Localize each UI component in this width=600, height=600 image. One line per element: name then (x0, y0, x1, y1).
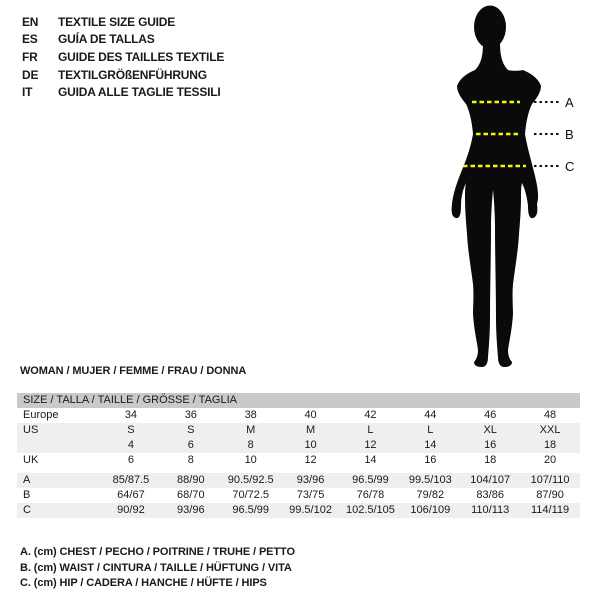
language-row-es (22, 31, 224, 49)
language-title: TEXTILE SIZE GUIDE (58, 14, 176, 29)
table-cell: XXL (539, 424, 561, 436)
table-cell: 10 (244, 454, 257, 466)
table-cell: 114/119 (530, 504, 570, 516)
language-code: EN (22, 14, 39, 29)
table-cell: 14 (364, 454, 377, 466)
table-cell: L (367, 424, 374, 436)
table-cell: 88/90 (177, 474, 205, 486)
table-cell: 79/82 (416, 489, 445, 501)
table-cell: 42 (364, 409, 377, 421)
table-row-uk (17, 453, 580, 468)
table-cell: S (127, 424, 135, 436)
legend-waist: B. (cm) WAIST / CINTURA / TAILLE / HÜFTUNG / VITA (20, 561, 292, 574)
table-cell: XL (483, 424, 497, 436)
table-cell: M (305, 424, 316, 436)
table-cell: 6 (187, 439, 194, 451)
language-row-en (22, 13, 224, 31)
table-cell: 44 (424, 409, 437, 421)
table-cell: 96.5/99 (232, 504, 270, 516)
row-label: Europe (23, 409, 59, 421)
language-title: TEXTILGRÖßENFÜHRUNG (58, 67, 207, 82)
table-cell: 18 (484, 454, 497, 466)
table-cell: 18 (543, 439, 557, 451)
table-cell: 38 (244, 409, 257, 421)
row-label: B (23, 489, 31, 501)
table-cell: 70/72.5 (232, 489, 270, 501)
table-cell: 8 (187, 454, 194, 466)
woman-silhouette-figure (430, 0, 600, 380)
language-title: GUIDE DES TAILLES TEXTILE (58, 49, 225, 64)
language-code: FR (22, 49, 38, 64)
language-row-de (22, 66, 224, 84)
language-code: IT (22, 85, 33, 100)
row-label: A (23, 474, 31, 486)
table-cell: 68/70 (177, 489, 205, 501)
size-table (17, 393, 580, 518)
table-row-waist-b (17, 488, 580, 503)
measure-label-c: C (565, 159, 575, 174)
table-cell: 96.5/99 (352, 474, 389, 486)
measurement-legend (20, 545, 295, 592)
table-cell: 76/78 (356, 489, 385, 501)
table-cell: 4 (127, 439, 134, 451)
row-label: UK (23, 454, 39, 466)
table-cell: 16 (484, 439, 497, 451)
language-row-fr (22, 48, 224, 66)
language-code: ES (22, 32, 38, 47)
legend-hip: C. (cm) HIP / CADERA / HANCHE / HÜFTE / HIPS (20, 577, 267, 589)
row-label (17, 438, 101, 453)
table-row-us-letters (17, 423, 580, 438)
language-title-list (22, 13, 224, 101)
table-cell: L (427, 424, 434, 436)
table-cell: 40 (304, 409, 317, 421)
table-cell: 93/96 (177, 504, 205, 516)
table-cell: 102.5/105 (345, 504, 395, 516)
measure-label-b: B (565, 127, 574, 142)
table-cell: 12 (364, 439, 377, 451)
gender-heading: WOMAN / MUJER / FEMME / FRAU / DONNA (20, 365, 247, 377)
table-row-europe (17, 408, 580, 423)
table-cell: 34 (124, 409, 138, 421)
table-cell: 107/110 (530, 474, 570, 486)
language-title: GUÍA DE TALLAS (58, 32, 155, 47)
table-cell: 87/90 (536, 489, 564, 501)
language-row-it (22, 83, 224, 101)
table-cell: 106/109 (410, 504, 451, 516)
table-cell: 16 (424, 454, 437, 466)
silhouette-body (452, 43, 541, 367)
table-cell: 73/75 (296, 489, 325, 501)
table-cell: 14 (424, 439, 437, 451)
language-title: GUIDA ALLE TAGLIE TESSILI (58, 85, 221, 100)
table-cell: 90.5/92.5 (227, 474, 274, 486)
table-cell: 99.5/103 (408, 474, 452, 486)
table-row-hip-c (17, 503, 580, 518)
table-cell: 36 (184, 409, 197, 421)
table-cell: 8 (247, 439, 254, 451)
table-cell: 93/96 (296, 474, 325, 486)
table-cell: S (187, 424, 195, 436)
legend-chest: A. (cm) CHEST / PECHO / POITRINE / TRUHE / PETTO (20, 546, 295, 558)
table-cell: 85/87.5 (112, 474, 150, 486)
silhouette-head (474, 6, 506, 49)
table-cell: 12 (304, 454, 317, 466)
table-cell: 90/92 (117, 504, 145, 516)
measure-label-a: A (565, 95, 574, 110)
table-cell: 48 (543, 409, 557, 421)
table-row-chest-a (17, 473, 580, 488)
table-cell: M (246, 424, 256, 436)
table-cell: 104/107 (470, 474, 511, 486)
table-row-us-numbers (17, 438, 580, 453)
row-label: C (23, 504, 31, 516)
table-cell: 64/67 (117, 489, 145, 501)
row-label: US (23, 424, 39, 436)
table-cell: 83/86 (476, 489, 504, 501)
table-cell: 99.5/102 (289, 504, 332, 516)
table-cell: 6 (127, 454, 134, 466)
table-cell: 20 (543, 454, 557, 466)
table-cell: 110/113 (471, 504, 510, 516)
language-code: DE (22, 67, 39, 82)
table-cell: 10 (304, 439, 317, 451)
size-table-header: SIZE / TALLA / TAILLE / GRÖSSE / TAGLIA (17, 393, 580, 408)
table-cell: 46 (484, 409, 497, 421)
